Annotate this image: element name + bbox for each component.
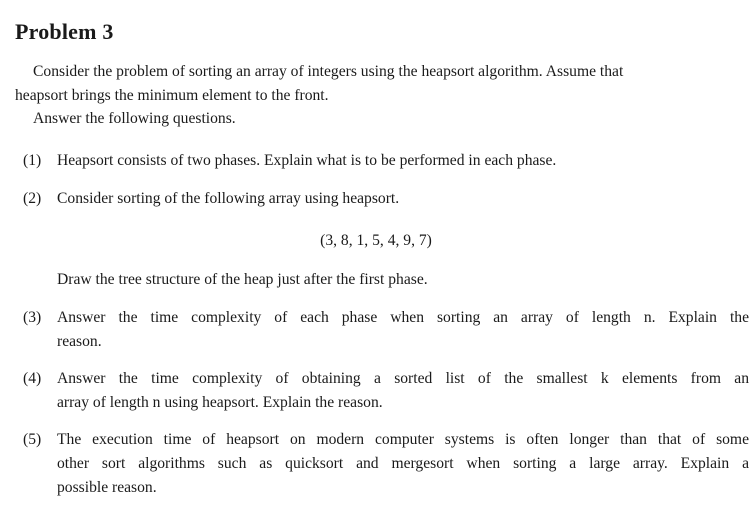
question-text-line-2: reason. [57, 333, 102, 350]
question-2-follow-up: Draw the tree structure of the heap just after the first phase. [57, 271, 428, 288]
question-text-line-2: other sort algorithms such as quicksort and mergesort when sorting a large array. Explain a [57, 455, 749, 472]
question-number: (1) [23, 152, 42, 169]
question-text-line-2: array of length n using heapsort. Explain the reason. [57, 394, 383, 411]
question-number: (4) [23, 370, 42, 387]
question-text-line-3: possible reason. [57, 479, 157, 496]
question-number: (5) [23, 431, 42, 448]
problem-title: Problem 3 [15, 19, 114, 44]
intro-line-3: Answer the following questions. [33, 110, 236, 127]
question-text-line-1: Answer the time complexity of each phase when sorting an array of length n. Explain the [57, 309, 749, 326]
question-text: Consider sorting of the following array using heapsort. [57, 190, 400, 207]
question-text: Heapsort consists of two phases. Explain what is to be performed in each phase. [57, 152, 557, 169]
question-text-line-1: Answer the time complexity of obtaining a sorted list of the smallest k elements from an [57, 370, 749, 387]
question-number: (2) [23, 190, 42, 207]
question-text-line-1: The execution time of heapsort on modern computer systems is often longer than that of some [57, 431, 749, 448]
question-number: (3) [23, 309, 42, 326]
intro-line-2: heapsort brings the minimum element to the front. [15, 87, 329, 104]
array-display: (3, 8, 1, 5, 4, 9, 7) [320, 232, 432, 249]
intro-line-1: Consider the problem of sorting an array of integers using the heapsort algorithm. Assume that [33, 63, 624, 80]
